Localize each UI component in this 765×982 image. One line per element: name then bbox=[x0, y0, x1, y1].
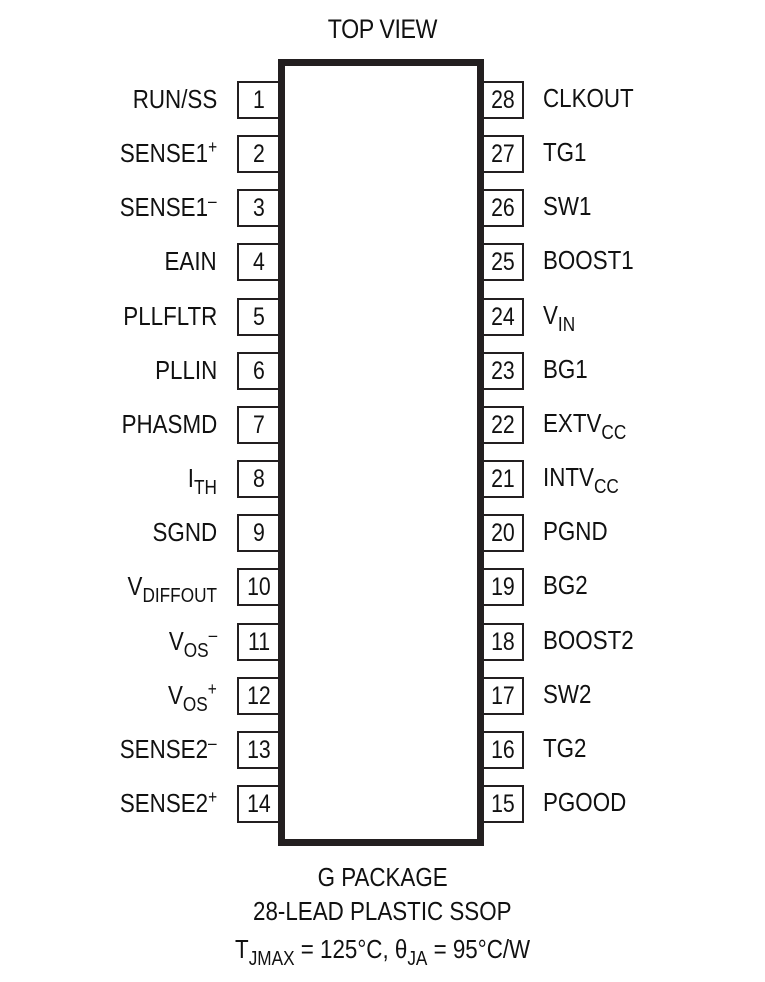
pin-name-subscript: IN bbox=[557, 313, 576, 336]
pin-name: V bbox=[168, 679, 184, 710]
pin-14-box bbox=[237, 785, 278, 823]
pin-12-box bbox=[237, 677, 278, 715]
pin-2-box bbox=[237, 135, 278, 173]
pin-16-box bbox=[484, 731, 524, 769]
pin-23-box bbox=[484, 352, 524, 390]
pin-name-subscript: CC bbox=[601, 421, 627, 444]
pin-name: SW2 bbox=[543, 678, 592, 709]
pin-name: PGOOD bbox=[543, 786, 627, 817]
pin-12-label bbox=[168, 678, 217, 716]
pin-11-box bbox=[237, 623, 278, 661]
pin-name: BOOST2 bbox=[543, 624, 634, 655]
pin-number: 17 bbox=[491, 681, 515, 710]
pin-2-label bbox=[120, 138, 217, 168]
pin-number: 14 bbox=[246, 789, 271, 818]
tj-symbol: T bbox=[234, 934, 249, 964]
pin-name: V bbox=[543, 299, 558, 330]
pin-name: RUN/SS bbox=[132, 84, 217, 114]
pin-name: PGND bbox=[543, 516, 608, 547]
pin-7-box bbox=[237, 406, 278, 444]
pin-number: 26 bbox=[491, 194, 515, 223]
pin-9-label bbox=[152, 517, 217, 547]
pin-6-box bbox=[237, 352, 278, 390]
pin-name: SENSE1 bbox=[119, 138, 208, 169]
tj-subscript: JMAX bbox=[248, 948, 295, 970]
pin-number: 24 bbox=[491, 302, 515, 331]
pin-name-subscript: DIFFOUT bbox=[142, 585, 217, 608]
pin-number: 2 bbox=[252, 140, 265, 169]
tj-value: = 125°C, bbox=[294, 934, 395, 964]
pin-17-box bbox=[484, 677, 524, 715]
pin-27-box bbox=[484, 135, 524, 173]
pin-name: SENSE1 bbox=[120, 192, 209, 223]
ic-package-body bbox=[278, 59, 484, 846]
pin-9-box bbox=[237, 514, 278, 552]
pin-4-label bbox=[165, 246, 217, 276]
pin-name: TG2 bbox=[543, 732, 587, 763]
pin-23-label bbox=[543, 354, 588, 384]
pin-3-label bbox=[120, 192, 217, 222]
pin-name: EAIN bbox=[164, 246, 217, 277]
pin-26-box bbox=[484, 189, 524, 227]
pin-1-box bbox=[237, 81, 278, 119]
pin-27-label bbox=[543, 137, 586, 167]
theta-value: = 95°C/W bbox=[427, 934, 531, 964]
pin-name-subscript: CC bbox=[593, 476, 619, 499]
pin-6-label bbox=[155, 355, 217, 385]
pin-number: 8 bbox=[252, 465, 265, 494]
pin-number: 22 bbox=[491, 410, 515, 439]
pin-number: 16 bbox=[491, 735, 515, 764]
pin-name: INTV bbox=[543, 462, 594, 493]
theta-symbol: θ bbox=[394, 934, 408, 964]
pin-number: 13 bbox=[246, 735, 271, 764]
pin-18-box bbox=[484, 623, 524, 661]
pin-22-label bbox=[543, 407, 627, 444]
pin-name: TG1 bbox=[543, 137, 587, 168]
theta-subscript: JA bbox=[407, 948, 428, 970]
pin-number: 4 bbox=[252, 248, 265, 277]
pin-17-label bbox=[543, 679, 591, 709]
pin-21-box bbox=[484, 460, 524, 498]
pin-number: 28 bbox=[491, 86, 515, 114]
pin-name: BG2 bbox=[543, 570, 588, 601]
pin-name: SW1 bbox=[543, 191, 592, 222]
pin-number: 19 bbox=[491, 573, 515, 602]
pin-number: 15 bbox=[491, 789, 515, 818]
pin-name: PLLFLTR bbox=[122, 300, 217, 331]
pin-number: 5 bbox=[252, 302, 265, 331]
pin-5-label bbox=[123, 301, 217, 331]
pin-number: 20 bbox=[491, 519, 515, 548]
pin-number: 3 bbox=[252, 194, 265, 223]
pin-name: EXTV bbox=[543, 407, 602, 438]
pin-number: 7 bbox=[252, 410, 265, 439]
pin-name: SENSE2 bbox=[119, 787, 208, 818]
pin-number: 25 bbox=[491, 248, 515, 277]
pin-28-label bbox=[543, 83, 634, 113]
pin-11-label bbox=[168, 624, 217, 662]
view-title: TOP VIEW bbox=[327, 14, 438, 44]
pin-18-label bbox=[543, 625, 634, 655]
pin-name: SGND bbox=[152, 517, 217, 548]
pin-name: I bbox=[187, 463, 195, 494]
pin-name-superscript: + bbox=[207, 678, 217, 699]
pin-name-superscript: – bbox=[208, 732, 217, 753]
pin-14-label bbox=[120, 788, 217, 818]
pin-25-label bbox=[543, 245, 634, 275]
pin-19-box bbox=[484, 568, 524, 606]
pin-name-subscript: OS bbox=[183, 639, 209, 662]
pin-22-box bbox=[484, 406, 524, 444]
pin-number: 6 bbox=[252, 356, 265, 385]
pin-name: V bbox=[168, 625, 184, 656]
pin-3-box bbox=[237, 189, 278, 227]
pin-13-label bbox=[120, 734, 217, 764]
pin-name: V bbox=[127, 571, 143, 602]
pin-24-label bbox=[543, 299, 576, 336]
pin-name-superscript: + bbox=[207, 786, 217, 807]
pin-21-label bbox=[543, 462, 619, 499]
pin-name-superscript: – bbox=[208, 624, 217, 645]
pin-13-box bbox=[237, 731, 278, 769]
pin-8-label bbox=[187, 463, 217, 500]
pin-number: 23 bbox=[491, 356, 515, 385]
pin-number: 11 bbox=[247, 627, 270, 656]
pin-8-box bbox=[237, 460, 278, 498]
pin-20-label bbox=[543, 516, 608, 546]
pin-number: 21 bbox=[491, 465, 515, 494]
package-name: G PACKAGE bbox=[317, 862, 448, 892]
pin-4-box bbox=[237, 243, 278, 281]
pin-number: 27 bbox=[491, 140, 515, 169]
pin-name: CLKOUT bbox=[543, 83, 634, 113]
pin-name-subscript: OS bbox=[183, 693, 208, 716]
pin-10-box bbox=[237, 568, 278, 606]
pin-19-label bbox=[543, 570, 588, 600]
pin-16-label bbox=[543, 733, 586, 763]
pin-24-box bbox=[484, 298, 524, 336]
pin-name: PLLIN bbox=[154, 354, 217, 385]
package-description: 28-LEAD PLASTIC SSOP bbox=[253, 896, 512, 926]
pin-10-label bbox=[127, 571, 217, 608]
pin-number: 9 bbox=[252, 519, 265, 548]
pin-number: 10 bbox=[246, 573, 271, 602]
pin-name-subscript: TH bbox=[194, 477, 217, 500]
pin-26-label bbox=[543, 191, 591, 221]
pin-15-label bbox=[543, 787, 626, 817]
pin-25-box bbox=[484, 243, 524, 281]
pin-7-label bbox=[121, 409, 217, 439]
pin-15-box bbox=[484, 785, 524, 823]
pin-name: BOOST1 bbox=[543, 245, 634, 276]
pin-name: BG1 bbox=[543, 353, 588, 384]
pin-number: 18 bbox=[491, 627, 515, 656]
pin-28-box bbox=[484, 81, 524, 119]
pin-name-superscript: + bbox=[207, 137, 217, 158]
pin-number: 12 bbox=[246, 681, 271, 710]
pin-number: 1 bbox=[252, 86, 265, 114]
pin-1-label bbox=[133, 84, 217, 114]
pin-name-superscript: – bbox=[208, 191, 217, 212]
thermal-spec bbox=[0, 934, 765, 970]
pin-5-box bbox=[237, 298, 278, 336]
pin-20-box bbox=[484, 514, 524, 552]
pin-name: PHASMD bbox=[121, 408, 217, 439]
pin-name: SENSE2 bbox=[120, 733, 209, 764]
